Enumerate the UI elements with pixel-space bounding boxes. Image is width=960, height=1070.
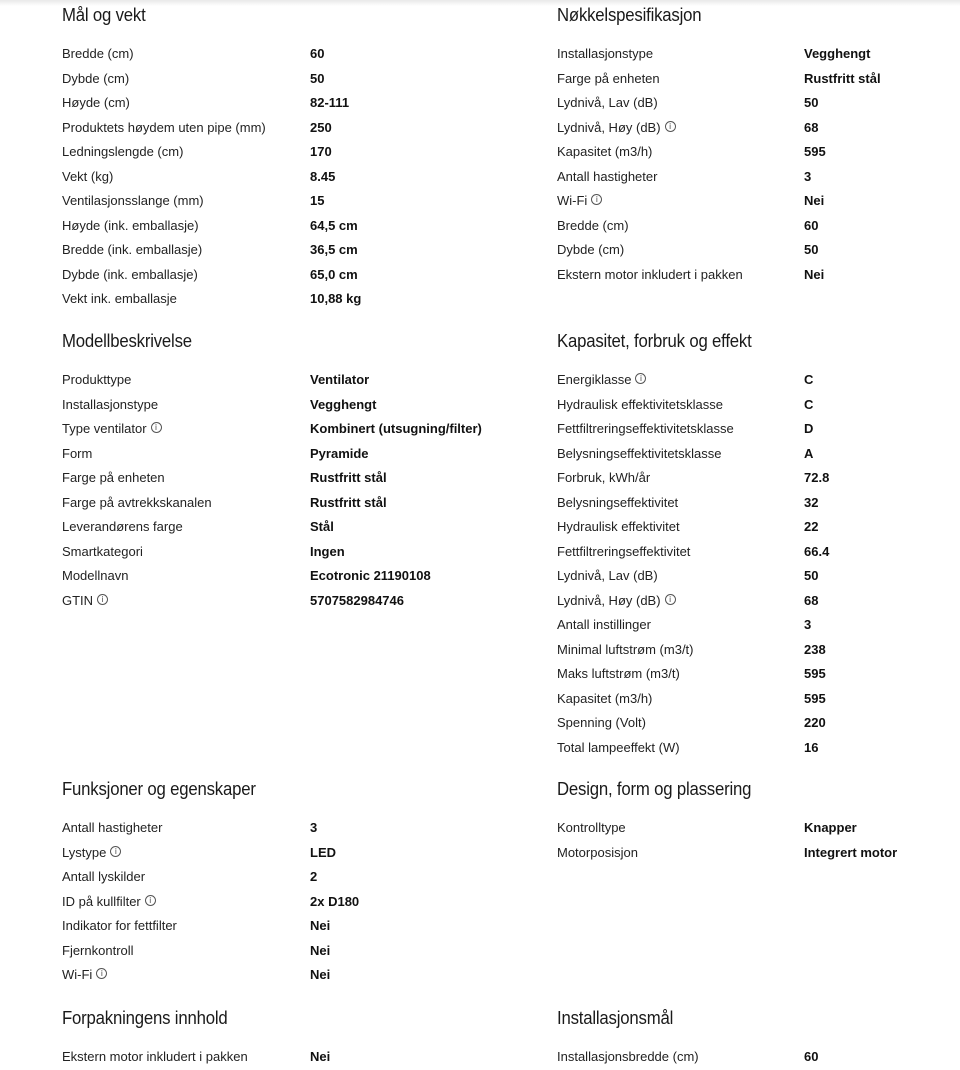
spec-row — [557, 116, 957, 141]
spec-rows — [62, 42, 502, 312]
spec-value: 50 — [804, 568, 819, 583]
section-title: Mål og vekt — [62, 5, 146, 25]
spec-value: Nei — [310, 967, 331, 982]
spec-label-text: Farge på avtrekkskanalen — [62, 494, 212, 510]
spec-label — [62, 515, 183, 540]
spec-row — [557, 417, 957, 442]
spec-row — [557, 736, 957, 761]
spec-label — [557, 165, 657, 190]
spec-row — [557, 140, 957, 165]
spec-label-text: Hydraulisk effektivitetsklasse — [557, 396, 723, 412]
spec-value: Knapper — [804, 820, 857, 835]
spec-row — [557, 466, 957, 491]
spec-row — [557, 189, 957, 214]
spec-row — [62, 214, 502, 239]
spec-value: 60 — [804, 1049, 819, 1064]
spec-label — [62, 238, 202, 263]
section-title: Modellbeskrivelse — [62, 331, 192, 351]
spec-row — [62, 165, 502, 190]
spec-value: 220 — [804, 715, 826, 730]
spec-row — [557, 442, 957, 467]
spec-label — [62, 287, 177, 312]
spec-row — [557, 613, 957, 638]
spec-value: Rustfritt stål — [310, 470, 387, 485]
spec-label — [62, 263, 198, 288]
spec-label — [557, 263, 743, 288]
spec-label-text: Kapasitet (m3/h) — [557, 690, 653, 706]
spec-label-text: Lydnivå, Høy (dB) — [557, 592, 661, 608]
info-icon[interactable]: i — [110, 846, 121, 857]
spec-label — [62, 442, 92, 467]
spec-value: 65,0 cm — [310, 266, 358, 282]
spec-label — [557, 613, 651, 638]
spec-label — [62, 42, 134, 67]
info-icon[interactable]: i — [635, 373, 646, 384]
spec-label-text: Installasjonstype — [557, 46, 654, 61]
spec-label-text: Dybde (ink. emballasje) — [62, 266, 198, 282]
spec-label — [62, 417, 162, 442]
spec-label-text: Forbruk, kWh/år — [557, 470, 651, 485]
spec-value: 60 — [804, 217, 819, 233]
spec-row — [62, 67, 502, 92]
spec-value: Stål — [310, 519, 334, 534]
spec-label — [62, 67, 129, 92]
spec-label — [557, 711, 646, 736]
spec-value: Nei — [310, 942, 331, 958]
spec-label-text: Ledningslengde (cm) — [62, 144, 184, 159]
spec-label-text: Leverandørens farge — [62, 519, 183, 534]
spec-value: 238 — [804, 641, 826, 657]
spec-row — [62, 263, 502, 288]
spec-row — [62, 368, 502, 393]
spec-rows — [62, 816, 502, 988]
info-icon[interactable]: i — [97, 594, 108, 605]
spec-label — [557, 189, 602, 214]
spec-label — [557, 816, 626, 841]
info-icon[interactable]: i — [151, 422, 162, 433]
spec-label-text: Form — [62, 445, 93, 461]
spec-label — [62, 816, 162, 841]
spec-label — [62, 165, 113, 190]
spec-row — [62, 914, 502, 939]
spec-label — [557, 214, 629, 239]
spec-rows — [557, 368, 957, 760]
spec-row — [62, 91, 502, 116]
spec-row — [557, 841, 957, 866]
spec-row — [62, 540, 502, 565]
spec-value: LED — [310, 844, 336, 860]
spec-label-text: GTIN — [62, 592, 94, 608]
spec-rows — [62, 1045, 502, 1070]
spec-row — [62, 116, 502, 141]
spec-label-text: Energiklasse — [557, 372, 632, 387]
section-title: Forpakningens innhold — [62, 1008, 228, 1028]
spec-label — [62, 393, 158, 418]
spec-label-text: Modellnavn — [62, 568, 129, 583]
spec-row — [557, 540, 957, 565]
spec-label-text: Total lampeeffekt (W) — [557, 739, 680, 755]
section-title: Design, form og plassering — [557, 779, 752, 799]
spec-row — [557, 662, 957, 687]
spec-label — [62, 368, 131, 393]
spec-row — [62, 442, 502, 467]
spec-label — [557, 515, 680, 540]
spec-label-text: Antall lyskilder — [62, 869, 146, 884]
spec-label — [557, 140, 652, 165]
spec-label-text: Kapasitet (m3/h) — [557, 144, 653, 159]
spec-rows — [557, 816, 957, 865]
info-icon[interactable]: i — [96, 968, 107, 979]
spec-row — [557, 238, 957, 263]
spec-label-text: Bredde (cm) — [557, 217, 629, 233]
spec-rows — [62, 368, 502, 613]
spec-label-text: Antall hastigheter — [62, 820, 163, 835]
spec-row — [557, 393, 957, 418]
spec-label-text: Ventilasjonsslange (mm) — [62, 193, 204, 208]
info-icon[interactable]: i — [591, 194, 602, 205]
spec-label — [62, 91, 130, 116]
spec-row — [557, 263, 957, 288]
spec-value: 60 — [310, 46, 325, 61]
spec-row — [557, 816, 957, 841]
spec-label-text: Motorposisjon — [557, 844, 638, 860]
spec-label-text: Dybde (cm) — [62, 70, 130, 86]
spec-rows — [557, 42, 957, 287]
spec-section-installasjonsmal — [557, 1008, 957, 1070]
spec-label-text: Installasjonstype — [62, 396, 159, 412]
spec-value: Vegghengt — [804, 46, 871, 61]
spec-value: 2 — [310, 869, 318, 884]
section-title: Kapasitet, forbruk og effekt — [557, 331, 752, 351]
spec-value: 10,88 kg — [310, 291, 362, 306]
info-icon[interactable]: i — [145, 895, 156, 906]
spec-value: D — [804, 421, 814, 436]
section-title: Funksjoner og egenskaper — [62, 779, 256, 799]
spec-label — [557, 442, 722, 467]
spec-label — [557, 687, 652, 712]
spec-label — [557, 393, 723, 418]
spec-label — [557, 368, 646, 393]
spec-value: Nei — [804, 193, 825, 208]
spec-value: 82-111 — [310, 95, 350, 110]
spec-section-design-form-og-plassering — [557, 779, 957, 865]
spec-value: 250 — [310, 119, 332, 135]
spec-label-text: Produktets høydem uten pipe (mm) — [62, 119, 266, 135]
info-icon[interactable]: i — [665, 594, 676, 605]
spec-value: 50 — [310, 70, 325, 86]
spec-section-forpakningens-innhold — [62, 1008, 502, 1070]
spec-value: 3 — [804, 617, 812, 632]
spec-row — [557, 214, 957, 239]
spec-row — [62, 865, 502, 890]
spec-section-mal-og-vekt — [62, 5, 502, 312]
spec-value: 66.4 — [804, 543, 830, 559]
spec-value: 8.45 — [310, 168, 336, 184]
spec-row — [62, 816, 502, 841]
spec-label-text: Dybde (cm) — [557, 242, 625, 257]
spec-label — [62, 890, 156, 915]
spec-row — [557, 687, 957, 712]
spec-label — [557, 417, 734, 442]
spec-value: C — [804, 372, 814, 387]
spec-label-text: Maks luftstrøm (m3/t) — [557, 666, 680, 681]
spec-label-text: Vekt ink. emballasje — [62, 291, 177, 306]
spec-label — [557, 42, 653, 67]
spec-value: C — [804, 396, 814, 412]
spec-label — [557, 638, 694, 663]
spec-label-text: Smartkategori — [62, 543, 143, 559]
spec-label — [557, 736, 680, 761]
spec-value: 16 — [804, 739, 819, 755]
spec-label-text: Ekstern motor inkludert i pakken — [62, 1049, 248, 1064]
spec-value: 68 — [804, 592, 819, 608]
spec-value: 50 — [804, 95, 819, 110]
spec-label — [62, 939, 134, 964]
spec-value: 3 — [310, 820, 318, 835]
spec-label — [557, 564, 658, 589]
spec-section-modellbeskrivelse — [62, 331, 502, 613]
spec-label-text: Fettfiltreringseffektivitet — [557, 543, 691, 559]
spec-label-text: Høyde (ink. emballasje) — [62, 217, 199, 233]
spec-label — [557, 491, 678, 516]
spec-label-text: Wi-Fi — [557, 193, 588, 208]
spec-value: 2x D180 — [310, 893, 360, 909]
spec-row — [62, 564, 502, 589]
spec-rows — [557, 1045, 957, 1070]
spec-row — [557, 589, 957, 614]
spec-label-text: Kontrolltype — [557, 820, 626, 835]
spec-label-text: Type ventilator — [62, 421, 147, 436]
spec-value: Ingen — [310, 543, 345, 559]
spec-value: 72.8 — [804, 470, 830, 485]
spec-row — [62, 42, 502, 67]
spec-label-text: Bredde (ink. emballasje) — [62, 242, 203, 257]
spec-row — [62, 589, 502, 614]
spec-row — [62, 466, 502, 491]
spec-label — [557, 116, 676, 141]
spec-label-text: Lystype — [62, 844, 107, 860]
spec-label-text: Indikator for fettfilter — [62, 918, 177, 933]
spec-row — [62, 189, 502, 214]
spec-label-text: Antall instillinger — [557, 617, 651, 632]
spec-label-text: Produkttype — [62, 372, 132, 387]
spec-label — [62, 491, 212, 516]
spec-row — [557, 491, 957, 516]
spec-label — [557, 91, 658, 116]
spec-label-text: Fjernkontroll — [62, 942, 134, 958]
spec-value: Rustfritt stål — [804, 70, 881, 86]
spec-label — [62, 140, 183, 165]
spec-row — [557, 1045, 957, 1070]
spec-row — [62, 515, 502, 540]
spec-label — [62, 116, 266, 141]
spec-value: Ventilator — [310, 372, 370, 387]
spec-value: Ecotronic 21190108 — [310, 568, 431, 583]
spec-label-text: Fettfiltreringseffektivitetsklasse — [557, 421, 734, 436]
spec-value: Nei — [310, 1049, 331, 1064]
spec-value: 64,5 cm — [310, 217, 358, 233]
spec-label — [557, 1045, 699, 1070]
spec-row — [557, 42, 957, 67]
spec-label-text: Vekt (kg) — [62, 168, 114, 184]
spec-value: Rustfritt stål — [310, 494, 387, 510]
spec-value: 32 — [804, 494, 819, 510]
spec-section-nokkelspesifikasjon — [557, 5, 957, 287]
spec-value: 595 — [804, 144, 826, 159]
spec-label-text: Farge på enheten — [557, 70, 660, 86]
spec-label — [62, 865, 145, 890]
spec-value: 5707582984746 — [310, 592, 404, 608]
spec-row — [62, 1045, 502, 1070]
spec-value: 68 — [804, 119, 819, 135]
spec-row — [557, 67, 957, 92]
spec-row — [557, 515, 957, 540]
spec-label-text: Antall hastigheter — [557, 168, 658, 184]
spec-label-text: Ekstern motor inkludert i pakken — [557, 266, 743, 282]
spec-label — [62, 1045, 248, 1070]
spec-value: Integrert motor — [804, 844, 898, 860]
spec-label-text: Farge på enheten — [62, 470, 165, 485]
spec-value: Kombinert (utsugning/filter) — [310, 421, 482, 436]
spec-label-text: ID på kullfilter — [62, 893, 141, 909]
spec-value: 170 — [310, 144, 332, 159]
spec-section-kapasitet-forbruk-og-effekt — [557, 331, 957, 760]
spec-label-text: Spenning (Volt) — [557, 715, 646, 730]
spec-value: Nei — [310, 918, 331, 933]
spec-row — [62, 963, 502, 988]
spec-row — [62, 491, 502, 516]
spec-label — [557, 841, 638, 866]
spec-row — [62, 287, 502, 312]
spec-value: Vegghengt — [310, 396, 377, 412]
spec-label-text: Wi-Fi — [62, 967, 93, 982]
spec-label — [62, 914, 177, 939]
spec-row — [557, 91, 957, 116]
info-icon[interactable]: i — [665, 121, 676, 132]
spec-label — [62, 540, 143, 565]
spec-row — [557, 165, 957, 190]
section-title: Installasjonsmål — [557, 1008, 674, 1028]
spec-value: A — [804, 445, 814, 461]
spec-section-funksjoner-og-egenskaper — [62, 779, 502, 988]
section-title: Nøkkelspesifikasjon — [557, 5, 702, 25]
spec-label-text: Installasjonsbredde (cm) — [557, 1049, 699, 1064]
spec-label — [557, 662, 680, 687]
spec-label — [62, 841, 121, 866]
spec-label-text: Lydnivå, Lav (dB) — [557, 95, 658, 110]
spec-row — [62, 140, 502, 165]
spec-label — [62, 564, 129, 589]
spec-label-text: Hydraulisk effektivitet — [557, 519, 680, 534]
spec-row — [557, 564, 957, 589]
spec-label-text: Lydnivå, Lav (dB) — [557, 568, 658, 583]
spec-row — [62, 417, 502, 442]
spec-value: Nei — [804, 266, 825, 282]
spec-label-text: Bredde (cm) — [62, 46, 134, 61]
spec-row — [557, 711, 957, 736]
spec-value: 3 — [804, 168, 812, 184]
spec-label — [557, 466, 650, 491]
spec-row — [557, 368, 957, 393]
spec-value: 595 — [804, 690, 826, 706]
spec-value: 22 — [804, 519, 819, 534]
spec-row — [62, 393, 502, 418]
spec-value: Pyramide — [310, 445, 369, 461]
spec-label-text: Belysningseffektivitet — [557, 494, 679, 510]
spec-label — [62, 466, 165, 491]
spec-row — [62, 841, 502, 866]
spec-label — [557, 540, 690, 565]
spec-label — [557, 67, 660, 92]
spec-label-text: Høyde (cm) — [62, 95, 130, 110]
spec-value: 50 — [804, 242, 819, 257]
spec-value: 595 — [804, 666, 826, 681]
spec-label — [557, 238, 624, 263]
spec-row — [62, 890, 502, 915]
spec-label — [557, 589, 676, 614]
spec-label — [62, 963, 107, 988]
spec-row — [557, 638, 957, 663]
spec-label — [62, 589, 108, 614]
spec-label — [62, 214, 199, 239]
spec-row — [62, 939, 502, 964]
spec-label-text: Belysningseffektivitetsklasse — [557, 445, 722, 461]
spec-label-text: Lydnivå, Høy (dB) — [557, 119, 661, 135]
spec-value: 36,5 cm — [310, 242, 358, 257]
spec-row — [62, 238, 502, 263]
spec-value: 15 — [310, 193, 325, 208]
spec-label — [62, 189, 204, 214]
spec-label-text: Minimal luftstrøm (m3/t) — [557, 641, 694, 657]
